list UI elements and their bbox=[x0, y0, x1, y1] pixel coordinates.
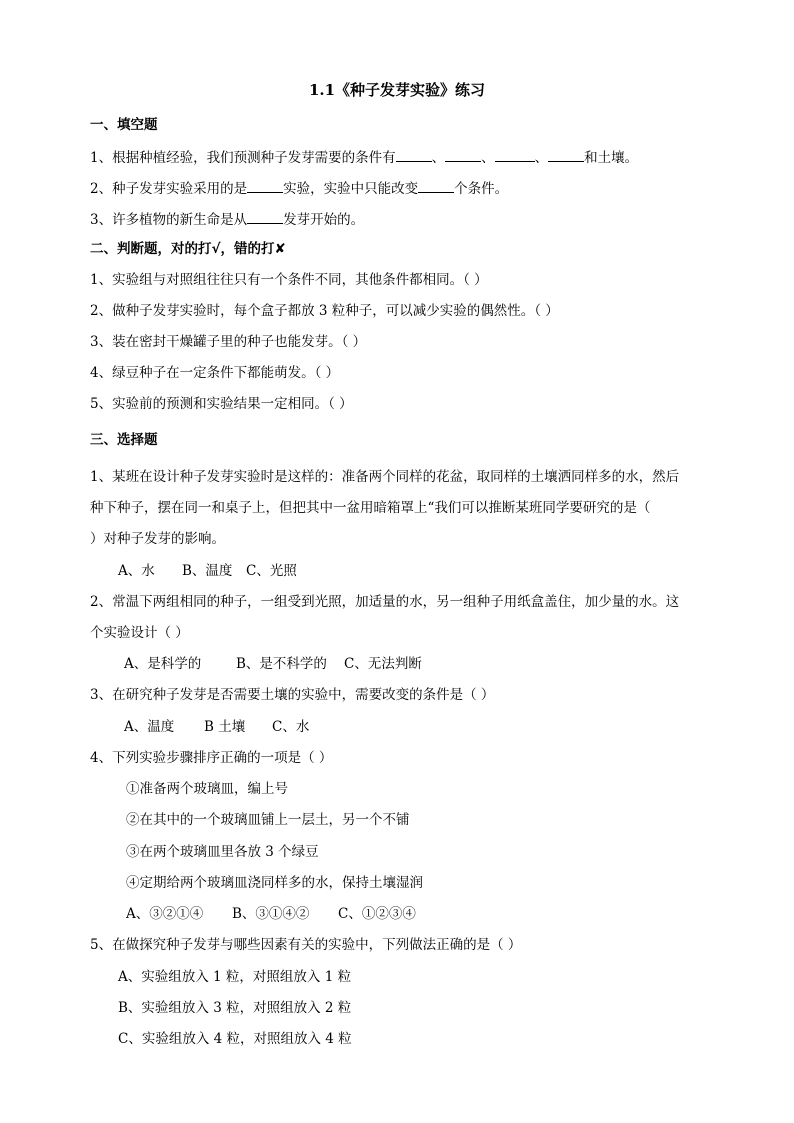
choice-question-2-line-1: 2、常温下两组相同的种子，一组受到光照，加适量的水，另一组种子用纸盒盖住，加少量的水。这 bbox=[90, 594, 680, 610]
choice-question-1-options bbox=[118, 562, 297, 580]
question-text: 2、种子发芽实验采用的是 bbox=[90, 181, 248, 197]
option-a[interactable]: A、水 bbox=[118, 563, 155, 579]
judge-question-3: 3、装在密封干燥罐子里的种子也能发芽。（ ） bbox=[90, 334, 367, 350]
separator: 、 bbox=[481, 150, 495, 166]
question-text: 1、根据种植经验，我们预测种子发芽需要的条件有 bbox=[90, 150, 396, 166]
answer-blank[interactable] bbox=[418, 178, 454, 193]
choice-question-3-options bbox=[124, 718, 309, 736]
answer-blank[interactable] bbox=[548, 147, 584, 162]
section-heading-fill: 一、填空题 bbox=[90, 117, 158, 133]
option-a[interactable]: A、③②①④ bbox=[126, 906, 204, 922]
option-c[interactable]: C、无法判断 bbox=[344, 656, 422, 672]
judge-question-4: 4、绿豆种子在一定条件下都能萌发。（ ） bbox=[90, 365, 340, 381]
choice-question-4-options bbox=[126, 905, 416, 923]
option-a[interactable]: A、是科学的 bbox=[124, 656, 202, 672]
step-2: ②在其中的一个玻璃皿铺上一层土，另一个不铺 bbox=[126, 812, 410, 828]
separator: 、 bbox=[534, 150, 549, 166]
section-heading-choice: 三、选择题 bbox=[90, 432, 158, 448]
option-c[interactable]: C、光照 bbox=[246, 563, 297, 579]
option-b[interactable]: B、是不科学的 bbox=[236, 656, 327, 672]
choice-question-2-options bbox=[124, 655, 422, 673]
fill-question-2 bbox=[90, 178, 508, 198]
option-b[interactable]: B、温度 bbox=[182, 563, 233, 579]
answer-blank[interactable] bbox=[396, 147, 432, 162]
choice-question-5: 5、在做探究种子发芽与哪些因素有关的实验中，下列做法正确的是（ ） bbox=[90, 937, 522, 953]
question-text: 3、许多植物的新生命是从 bbox=[90, 212, 248, 228]
answer-blank[interactable] bbox=[247, 178, 283, 193]
choice-question-1-line-3: ）对种子发芽的影响。 bbox=[90, 531, 225, 547]
step-4: ④定期给两个玻璃皿浇同样多的水，保持土壤湿润 bbox=[126, 875, 423, 891]
option-b[interactable]: B 土壤 bbox=[204, 719, 246, 735]
option-c[interactable]: C、①②③④ bbox=[338, 906, 416, 922]
judge-question-2: 2、做种子发芽实验时，每个盒子都放 3 粒种子，可以减少实验的偶然性。（ ） bbox=[90, 303, 559, 319]
option-b[interactable]: B、③①④② bbox=[232, 906, 310, 922]
option-a[interactable]: A、实验组放入 1 粒，对照组放入 1 粒 bbox=[118, 969, 352, 985]
option-a[interactable]: A、温度 bbox=[124, 719, 175, 735]
separator: 、 bbox=[431, 150, 446, 166]
judge-question-1: 1、实验组与对照组往往只有一个条件不同，其他条件都相同。（ ） bbox=[90, 272, 488, 288]
answer-blank[interactable] bbox=[247, 209, 283, 224]
fill-question-1 bbox=[90, 147, 638, 167]
choice-question-2-line-2: 个实验设计（ ） bbox=[90, 625, 189, 641]
choice-question-3: 3、在研究种子发芽是否需要土壤的实验中，需要改变的条件是（ ） bbox=[90, 687, 495, 703]
choice-question-1-line-1: 1、某班在设计种子发芽实验时是这样的：准备两个同样的花盆，取同样的土壤洒同样多的水，然后 bbox=[90, 469, 680, 485]
page-title: 1.1《种子发芽实验》练习 bbox=[308, 81, 486, 99]
judge-question-5: 5、实验前的预测和实验结果一定相同。（ ） bbox=[90, 396, 353, 412]
option-b[interactable]: B、实验组放入 3 粒，对照组放入 2 粒 bbox=[118, 1000, 352, 1016]
step-1: ①准备两个玻璃皿，编上号 bbox=[126, 781, 288, 797]
question-text: 个条件。 bbox=[454, 181, 509, 197]
question-text: 发芽开始的。 bbox=[283, 212, 365, 228]
fill-question-3 bbox=[90, 209, 364, 229]
question-text: 实验，实验中只能改变 bbox=[283, 181, 419, 197]
choice-question-4: 4、下列实验步骤排序正确的一项是（ ） bbox=[90, 750, 333, 766]
question-text: 和土壤。 bbox=[584, 150, 639, 166]
section-heading-judge: 二、判断题，对的打√，错的打✘ bbox=[90, 241, 286, 257]
option-c[interactable]: C、水 bbox=[272, 719, 310, 735]
step-3: ③在两个玻璃皿里各放 3 个绿豆 bbox=[126, 844, 319, 860]
answer-blank[interactable] bbox=[445, 147, 481, 162]
choice-question-1-line-2: 种下种子，摆在同一和桌子上，但把其中一盆用暗箱罩上“我们可以推断某班同学要研究的是（ bbox=[90, 500, 651, 516]
answer-blank[interactable] bbox=[495, 147, 535, 162]
option-c[interactable]: C、实验组放入 4 粒，对照组放入 4 粒 bbox=[118, 1031, 352, 1047]
